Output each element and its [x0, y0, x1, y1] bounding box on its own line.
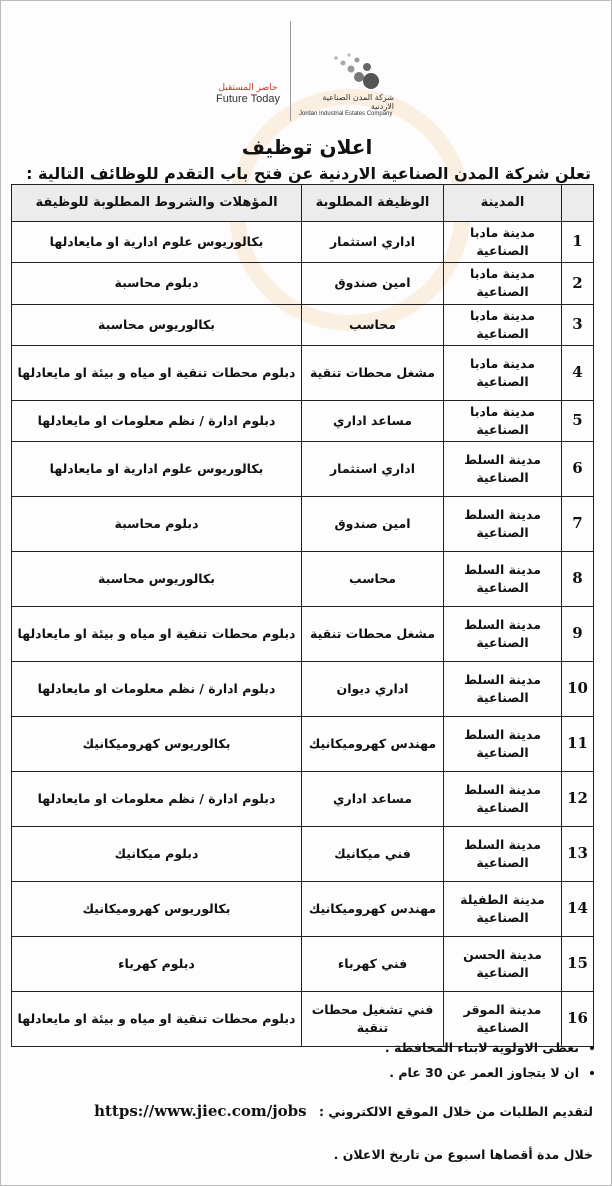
row-job: محاسب: [302, 552, 444, 607]
row-qual: دبلوم ادارة / نظم معلومات او مايعادلها: [12, 662, 302, 717]
row-city: مدينة السلط الصناعية: [444, 607, 562, 662]
note-item: • تعطى الاولوية لابناء المحافظة .: [23, 1040, 579, 1055]
row-city: مدينة السلط الصناعية: [444, 442, 562, 497]
row-qual: دبلوم ادارة / نظم معلومات او مايعادلها: [12, 400, 302, 441]
page-subtitle: تعلن شركة المدن الصناعية الاردنية عن فتح باب التقدم للوظائف التالية :: [26, 164, 591, 183]
row-qual: دبلوم محطات تنقية او مياه و بيئة او مايعادلها: [12, 992, 302, 1047]
row-num: 14: [562, 882, 594, 937]
table-row: [12, 882, 594, 937]
row-city: مدينة مادبا الصناعية: [444, 400, 562, 441]
row-qual: بكالوريوس كهروميكانيك: [12, 882, 302, 937]
row-qual: بكالوريوس محاسبة: [12, 304, 302, 345]
row-qual: بكالوريوس محاسبة: [12, 552, 302, 607]
row-num: 15: [562, 937, 594, 992]
table-header-row: [12, 185, 594, 222]
jobs-table-wrap: [11, 184, 593, 1047]
row-city: مدينة السلط الصناعية: [444, 827, 562, 882]
row-qual: دبلوم محاسبة: [12, 263, 302, 304]
row-job: اداري ديوان: [302, 662, 444, 717]
row-job: مهندس كهروميكانيك: [302, 882, 444, 937]
table-row: [12, 607, 594, 662]
row-job: امين صندوق: [302, 497, 444, 552]
row-qual: دبلوم محطات تنقية او مياه و بيئة او مايعادلها: [12, 345, 302, 400]
row-qual: بكالوريوس كهروميكانيك: [12, 717, 302, 772]
row-city: مدينة السلط الصناعية: [444, 497, 562, 552]
row-job: فني ميكانيك: [302, 827, 444, 882]
table-row: [12, 345, 594, 400]
row-num: 16: [562, 992, 594, 1047]
row-num: 2: [562, 263, 594, 304]
row-num: 6: [562, 442, 594, 497]
row-job: محاسب: [302, 304, 444, 345]
row-city: مدينة السلط الصناعية: [444, 717, 562, 772]
row-city: مدينة مادبا الصناعية: [444, 222, 562, 263]
jiec-logo-icon: [321, 51, 381, 91]
row-city: مدينة السلط الصناعية: [444, 552, 562, 607]
row-job: فني كهرباء: [302, 937, 444, 992]
row-city: مدينة السلط الصناعية: [444, 772, 562, 827]
apply-url-link[interactable]: https://www.jiec.com/jobs: [94, 1102, 307, 1120]
page-title: اعلان توظيف: [241, 135, 373, 159]
future-today-en: Future Today: [215, 93, 280, 105]
row-qual: دبلوم ادارة / نظم معلومات او مايعادلها: [12, 772, 302, 827]
apply-label: لتقديم الطلبات من خلال الموقع الالكتروني :: [318, 1104, 593, 1119]
row-job: مشغل محطات تنقية: [302, 607, 444, 662]
table-row: [12, 992, 594, 1047]
jiec-logo-ar: شركة المدن الصناعية الاردنية: [322, 93, 394, 111]
row-job: اداري استثمار: [302, 442, 444, 497]
row-city: مدينة السلط الصناعية: [444, 662, 562, 717]
table-row: [12, 497, 594, 552]
table-row: [12, 304, 594, 345]
header: [1, 1, 611, 133]
row-job: امين صندوق: [302, 263, 444, 304]
row-num: 10: [562, 662, 594, 717]
header-num: [562, 185, 594, 222]
row-num: 8: [562, 552, 594, 607]
row-city: مدينة مادبا الصناعية: [444, 263, 562, 304]
row-num: 13: [562, 827, 594, 882]
header-job: الوظيفة المطلوبة: [302, 185, 444, 222]
notes: [23, 1040, 593, 1090]
note-item: • ان لا يتجاوز العمر عن 30 عام .: [23, 1065, 579, 1080]
table-row: [12, 222, 594, 263]
logo-divider: [290, 21, 291, 121]
row-job: مساعد اداري: [302, 772, 444, 827]
jiec-logo: [299, 51, 394, 117]
row-job: مهندس كهروميكانيك: [302, 717, 444, 772]
table-row: [12, 442, 594, 497]
row-num: 3: [562, 304, 594, 345]
row-qual: دبلوم ميكانيك: [12, 827, 302, 882]
row-job: مشغل محطات تنقية: [302, 345, 444, 400]
row-city: مدينة الموقر الصناعية: [444, 992, 562, 1047]
jobs-table: [11, 184, 594, 1047]
future-today-logo: [209, 83, 287, 105]
row-num: 4: [562, 345, 594, 400]
future-today-ar: حاضر المستقبل: [218, 83, 278, 93]
row-city: مدينة مادبا الصناعية: [444, 304, 562, 345]
row-job: اداري استثمار: [302, 222, 444, 263]
row-qual: بكالوريوس علوم ادارية او مايعادلها: [12, 222, 302, 263]
table-row: [12, 552, 594, 607]
row-num: 7: [562, 497, 594, 552]
row-city: مدينة الطفيلة الصناعية: [444, 882, 562, 937]
row-city: مدينة الحسن الصناعية: [444, 937, 562, 992]
jiec-logo-en: Jordan Industrial Estates Company: [299, 111, 393, 117]
notes-list: [23, 1040, 593, 1080]
table-row: [12, 400, 594, 441]
table-row: [12, 937, 594, 992]
application-period: خلال مدة أقصاها اسبوع من تاريخ الاعلان .: [333, 1147, 593, 1162]
table-row: [12, 662, 594, 717]
row-num: 11: [562, 717, 594, 772]
table-row: [12, 827, 594, 882]
row-num: 9: [562, 607, 594, 662]
header-qual: المؤهلات والشروط المطلوبة للوظيفة: [12, 185, 302, 222]
row-num: 1: [562, 222, 594, 263]
row-qual: بكالوريوس علوم ادارية او مايعادلها: [12, 442, 302, 497]
row-num: 12: [562, 772, 594, 827]
row-num: 5: [562, 400, 594, 441]
table-row: [12, 772, 594, 827]
row-qual: دبلوم كهرباء: [12, 937, 302, 992]
table-row: [12, 717, 594, 772]
row-qual: دبلوم محاسبة: [12, 497, 302, 552]
row-city: مدينة مادبا الصناعية: [444, 345, 562, 400]
header-city: المدينة: [444, 185, 562, 222]
row-qual: دبلوم محطات تنقية او مياه و بيئة او مايعادلها: [12, 607, 302, 662]
table-row: [12, 263, 594, 304]
row-job: فني تشغيل محطات تنقية: [302, 992, 444, 1047]
row-job: مساعد اداري: [302, 400, 444, 441]
apply-line: [23, 1102, 593, 1120]
